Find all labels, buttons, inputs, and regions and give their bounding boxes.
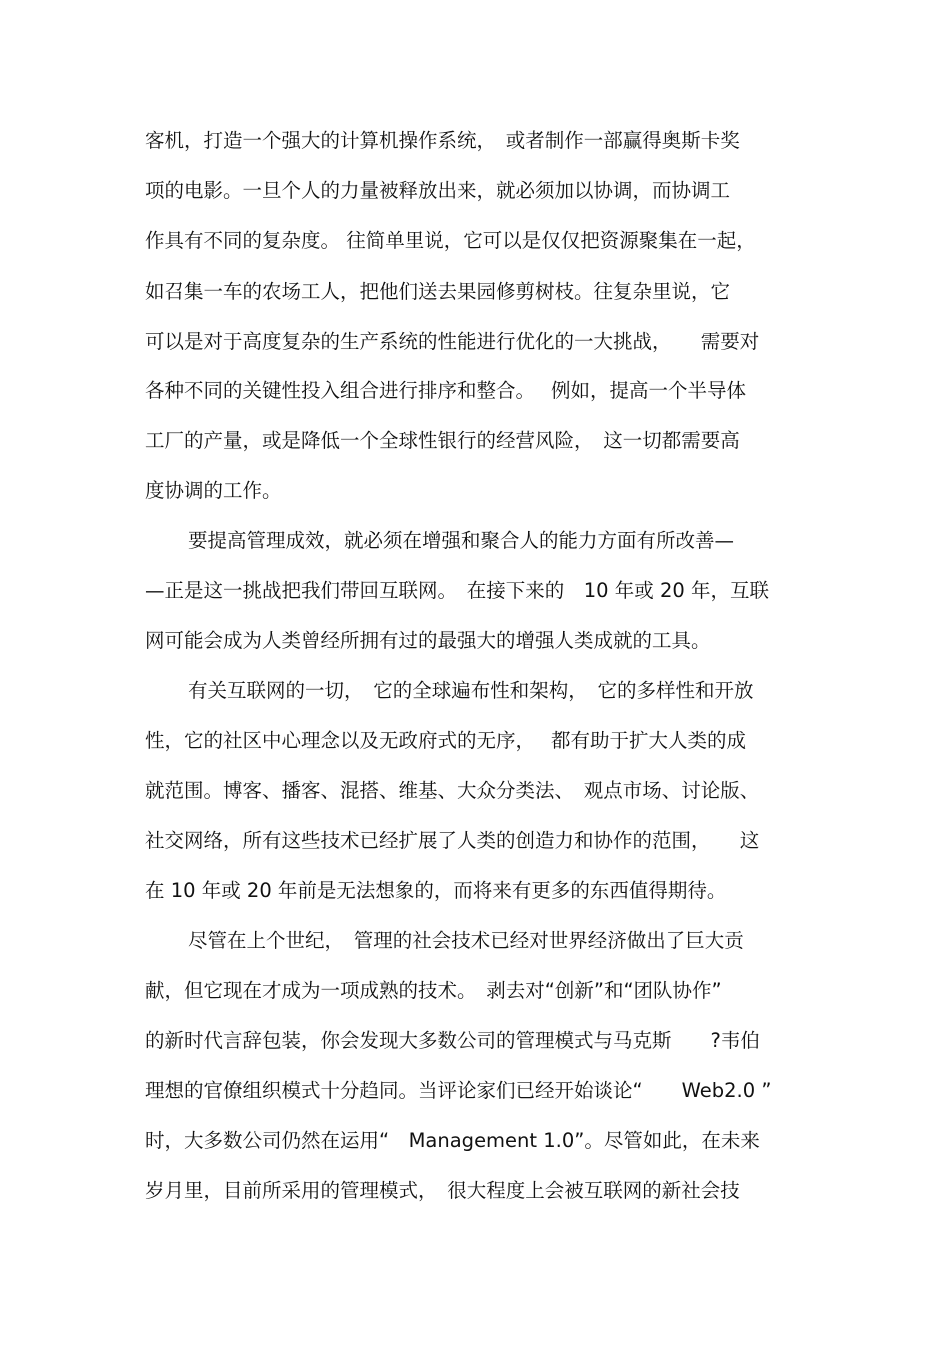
paragraph-line: 工厂的产量，或是降低一个全球性银行的经营风险， 这一切都需要高 xyxy=(145,429,740,452)
paragraph-line: 时，大多数公司仍然在运用“ Management 1.0”。尽管如此，在未来 xyxy=(145,1129,760,1152)
paragraph-line: 项的电影。一旦个人的力量被释放出来，就必须加以协调，而协调工 xyxy=(145,179,731,202)
paragraph-line: 在 10 年或 20 年前是无法想象的，而将来有更多的东西值得期待。 xyxy=(145,879,727,902)
paragraph-line: 可以是对于高度复杂的生产系统的性能进行优化的一大挑战， 需要对 xyxy=(145,330,760,353)
paragraph-first-line: 有关互联网的一切， 它的全球遍布性和架构， 它的多样性和开放 xyxy=(188,679,754,702)
paragraph-line: 的新时代言辞包装，你会发现大多数公司的管理模式与马克斯 ?韦伯 xyxy=(145,1029,760,1052)
paragraph-line: 性，它的社区中心理念以及无政府式的无序， 都有助于扩大人类的成 xyxy=(145,729,746,752)
paragraph-line: —正是这一挑战把我们带回互联网。 在接下来的 10 年或 20 年，互联 xyxy=(145,579,769,602)
paragraph-line: 如召集一车的农场工人，把他们送去果园修剪树枝。往复杂里说，它 xyxy=(145,280,731,303)
paragraph-line: 客机，打造一个强大的计算机操作系统， 或者制作一部赢得奥斯卡奖 xyxy=(145,129,740,152)
paragraph-first-line: 尽管在上个世纪， 管理的社会技术已经对世界经济做出了巨大贡 xyxy=(188,929,744,952)
paragraph-line: 就范围。博客、播客、混搭、维基、大众分类法、 观点市场、讨论版、 xyxy=(145,779,760,802)
paragraph-first-line: 要提高管理成效，就必须在增强和聚合人的能力方面有所改善— xyxy=(188,529,735,552)
paragraph-line: 理想的官僚组织模式十分趋同。当评论家们已经开始谈论“ Web2.0 ” xyxy=(145,1079,772,1102)
paragraph-line: 作具有不同的复杂度。 往简单里说，它可以是仅仅把资源聚集在一起， xyxy=(145,229,756,252)
paragraph-line: 网可能会成为人类曾经所拥有过的最强大的增强人类成就的工具。 xyxy=(145,629,711,652)
paragraph-line: 社交网络，所有这些技术已经扩展了人类的创造力和协作的范围， 这 xyxy=(145,829,760,852)
paragraph-line: 献，但它现在才成为一项成熟的技术。 剥去对“创新”和“团队协作” xyxy=(145,979,722,1002)
paragraph-line: 度协调的工作。 xyxy=(145,479,282,502)
paragraph-line: 各种不同的关键性投入组合进行排序和整合。 例如，提高一个半导体 xyxy=(145,379,746,402)
paragraph-line: 岁月里，目前所采用的管理模式， 很大程度上会被互联网的新社会技 xyxy=(145,1179,740,1202)
